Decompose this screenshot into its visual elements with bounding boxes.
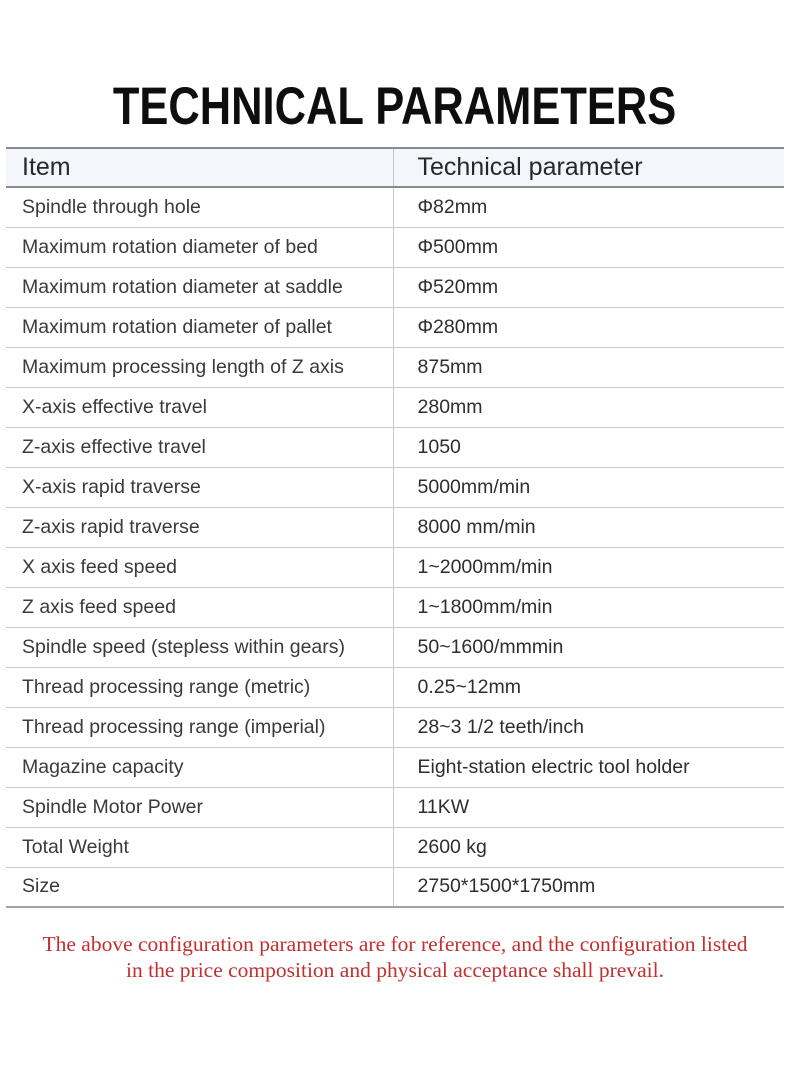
item-cell: Z-axis effective travel xyxy=(6,427,393,467)
value-cell: 280mm xyxy=(393,387,784,427)
value-cell: 5000mm/min xyxy=(393,467,784,507)
value-cell: 28~3 1/2 teeth/inch xyxy=(393,707,784,747)
value-cell: 0.25~12mm xyxy=(393,667,784,707)
item-cell: Z axis feed speed xyxy=(6,587,393,627)
item-cell: Maximum rotation diameter of pallet xyxy=(6,307,393,347)
table-header-row xyxy=(6,148,784,187)
table-row xyxy=(6,827,784,867)
page xyxy=(0,42,790,1088)
value-cell: 2750*1500*1750mm xyxy=(393,867,784,907)
value-cell: 875mm xyxy=(393,347,784,387)
table-row xyxy=(6,347,784,387)
value-cell: 11KW xyxy=(393,787,784,827)
value-cell: Φ280mm xyxy=(393,307,784,347)
item-cell: Thread processing range (metric) xyxy=(6,667,393,707)
column-header-item: Item xyxy=(6,148,393,187)
table-row xyxy=(6,467,784,507)
value-cell: Φ520mm xyxy=(393,267,784,307)
item-cell: Z-axis rapid traverse xyxy=(6,507,393,547)
item-cell: Size xyxy=(6,867,393,907)
technical-parameters-table xyxy=(6,147,784,908)
table-row xyxy=(6,267,784,307)
column-header-parameter: Technical parameter xyxy=(393,148,784,187)
table-row xyxy=(6,627,784,667)
value-cell: Φ82mm xyxy=(393,187,784,227)
item-cell: Spindle Motor Power xyxy=(6,787,393,827)
item-cell: Maximum processing length of Z axis xyxy=(6,347,393,387)
value-cell: Φ500mm xyxy=(393,227,784,267)
footer-disclaimer-line1: The above configuration parameters are for reference, and the configuration listed xyxy=(42,932,748,956)
item-cell: Maximum rotation diameter of bed xyxy=(6,227,393,267)
value-cell: 50~1600/mmmin xyxy=(393,627,784,667)
item-cell: Total Weight xyxy=(6,827,393,867)
value-cell: 1~1800mm/min xyxy=(393,587,784,627)
value-cell: 1~2000mm/min xyxy=(393,547,784,587)
item-cell: Magazine capacity xyxy=(6,747,393,787)
item-cell: X-axis effective travel xyxy=(6,387,393,427)
table-row xyxy=(6,427,784,467)
table-row xyxy=(6,747,784,787)
table-row xyxy=(6,307,784,347)
item-cell: Spindle speed (stepless within gears) xyxy=(6,627,393,667)
value-cell: 2600 kg xyxy=(393,827,784,867)
table-row xyxy=(6,707,784,747)
item-cell: Spindle through hole xyxy=(6,187,393,227)
page-title: TECHNICAL PARAMETERS xyxy=(113,76,677,136)
table-row xyxy=(6,227,784,267)
table-row xyxy=(6,547,784,587)
table-row xyxy=(6,387,784,427)
title-wrap xyxy=(0,42,790,136)
item-cell: X axis feed speed xyxy=(6,547,393,587)
item-cell: Maximum rotation diameter at saddle xyxy=(6,267,393,307)
table-row xyxy=(6,867,784,907)
item-cell: Thread processing range (imperial) xyxy=(6,707,393,747)
table-row xyxy=(6,507,784,547)
table-row xyxy=(6,187,784,227)
value-cell: 1050 xyxy=(393,427,784,467)
footer-disclaimer xyxy=(10,931,780,983)
item-cell: X-axis rapid traverse xyxy=(6,467,393,507)
value-cell: Eight-station electric tool holder xyxy=(393,747,784,787)
value-cell: 8000 mm/min xyxy=(393,507,784,547)
table-row xyxy=(6,667,784,707)
table-row xyxy=(6,787,784,827)
footer-disclaimer-line2: in the price composition and physical acceptance shall prevail. xyxy=(126,958,664,982)
table-row xyxy=(6,587,784,627)
